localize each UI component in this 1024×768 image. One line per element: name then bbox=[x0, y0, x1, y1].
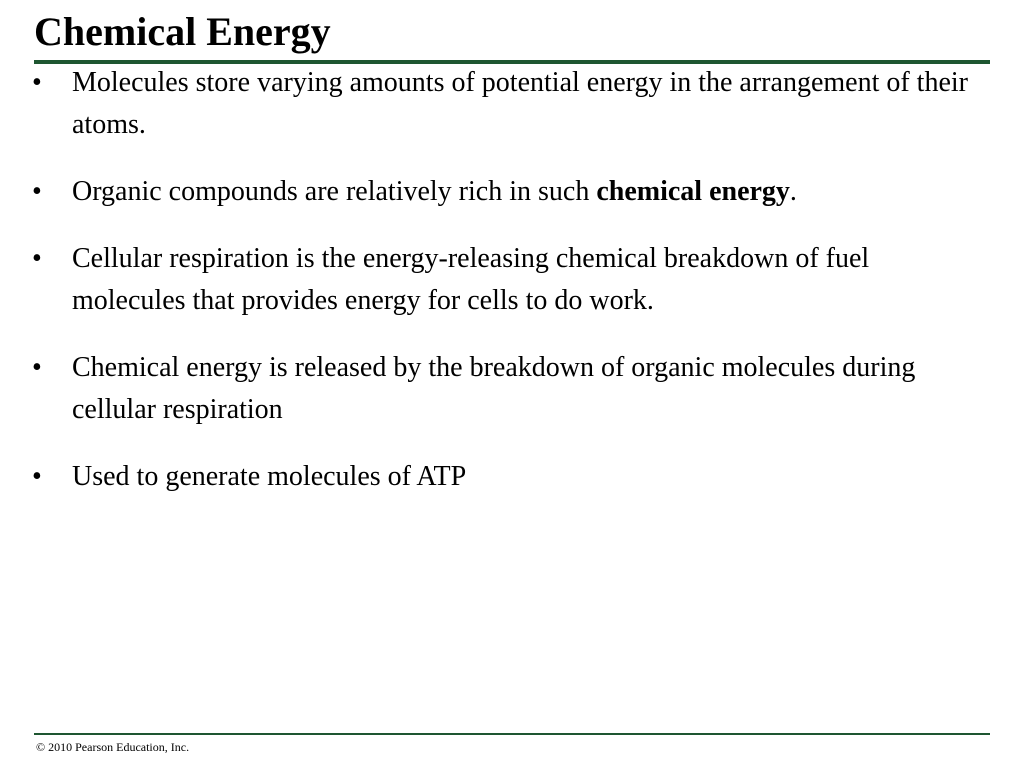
bullet-text: Cellular respiration is the energy-releasing chemical breakdown of fuel molecules that provides energy for cells to do work. bbox=[72, 243, 870, 316]
bullet-item bbox=[30, 347, 970, 431]
bullet-text: Chemical energy is released by the breakdown of organic molecules during cellular respiration bbox=[72, 352, 916, 425]
footer-divider bbox=[34, 733, 990, 735]
bullet-item bbox=[30, 62, 970, 146]
bullet-list bbox=[30, 62, 970, 523]
bullet-item bbox=[30, 238, 970, 322]
copyright-footer: © 2010 Pearson Education, Inc. bbox=[36, 740, 190, 754]
bullet-text: Molecules store varying amounts of potential energy in the arrangement of their atoms. bbox=[72, 67, 968, 140]
bullet-text: Organic compounds are relatively rich in such bbox=[72, 176, 597, 207]
slide-title: Chemical Energy bbox=[34, 9, 331, 54]
bullet-point-icon: • bbox=[32, 461, 42, 492]
bullet-point-icon: • bbox=[32, 352, 42, 383]
bullet-text: Used to generate molecules of ATP bbox=[72, 461, 467, 492]
bullet-text-tail: . bbox=[789, 176, 797, 207]
bullet-point-icon: • bbox=[32, 243, 42, 274]
bullet-point-icon: • bbox=[32, 176, 42, 207]
bold-term: chemical energy bbox=[596, 176, 790, 207]
bullet-item bbox=[30, 456, 970, 498]
bullet-item bbox=[30, 171, 970, 213]
bullet-point-icon: • bbox=[32, 67, 42, 98]
